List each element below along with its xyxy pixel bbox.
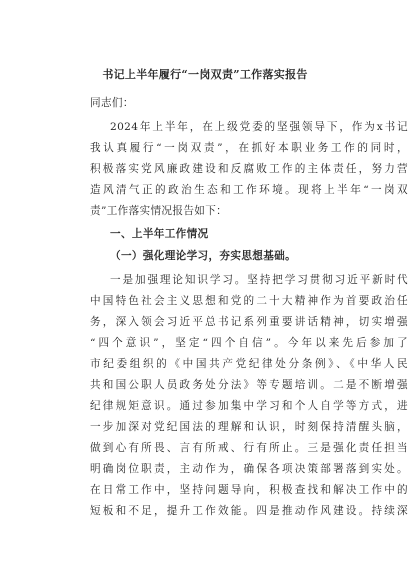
paragraph-line: 共和国公职人员政务处分法》等专题培训。二是不断增强 <box>90 379 408 391</box>
paragraph-line: 务，深入领会习近平总书记系列重要讲话精神，切实增强 <box>90 316 408 328</box>
paragraph-line: 造风清气正的政治生态和工作环境。现将上半年“一岗双 <box>90 184 408 196</box>
paragraph-line: 做到心有所畏、言有所戒、行有所止。三是强化责任担当 <box>90 442 408 454</box>
paragraph-line: 中国特色社会主义思想和党的二十大精神作为首要政治任 <box>90 295 408 307</box>
salutation: 同志们： <box>90 97 134 109</box>
paragraph-line: 2024年上半年，在上级党委的坚强领导下，作为x书记 <box>110 121 408 133</box>
paragraph-line: 我认真履行“一岗双责”，在抓好本职业务工作的同时， <box>90 142 408 154</box>
paragraph-line: 积极落实党风廉政建设和反腐败工作的主体责任，努力营 <box>90 163 408 175</box>
paragraph-line: 市纪委组织的《中国共产党纪律处分条例》、《中华人民 <box>90 358 408 370</box>
paragraph-line: 一步加深对党纪国法的理解和认识，时刻保持清醒头脑， <box>90 421 408 433</box>
subsection-heading: （一）强化理论学习，夯实思想基础。 <box>110 250 297 262</box>
paragraph-line: 明确岗位职责，主动作为，确保各项决策部署落到实处。 <box>90 463 408 475</box>
paragraph-line: 纪律规矩意识。通过参加集中学习和个人自学等方式，进 <box>90 400 408 412</box>
paragraph-line: 一是加强理论知识学习。坚持把学习贯彻习近平新时代 <box>110 274 408 286</box>
paragraph-line: “四个意识”，坚定“四个自信”。今年以来先后参加了 <box>90 337 408 349</box>
paragraph-line: 责”工作落实情况报告如下： <box>90 205 228 217</box>
paragraph-line: 在日常工作中，坚持问题导向，积极查找和解决工作中的 <box>90 484 408 496</box>
document-title: 书记上半年履行“一岗双责”工作落实报告 <box>102 68 308 81</box>
section-heading: 一、上半年工作情况 <box>110 228 209 240</box>
paragraph-line: 短板和不足，提升工作效能。四是推动作风建设。持续深 <box>90 505 408 517</box>
